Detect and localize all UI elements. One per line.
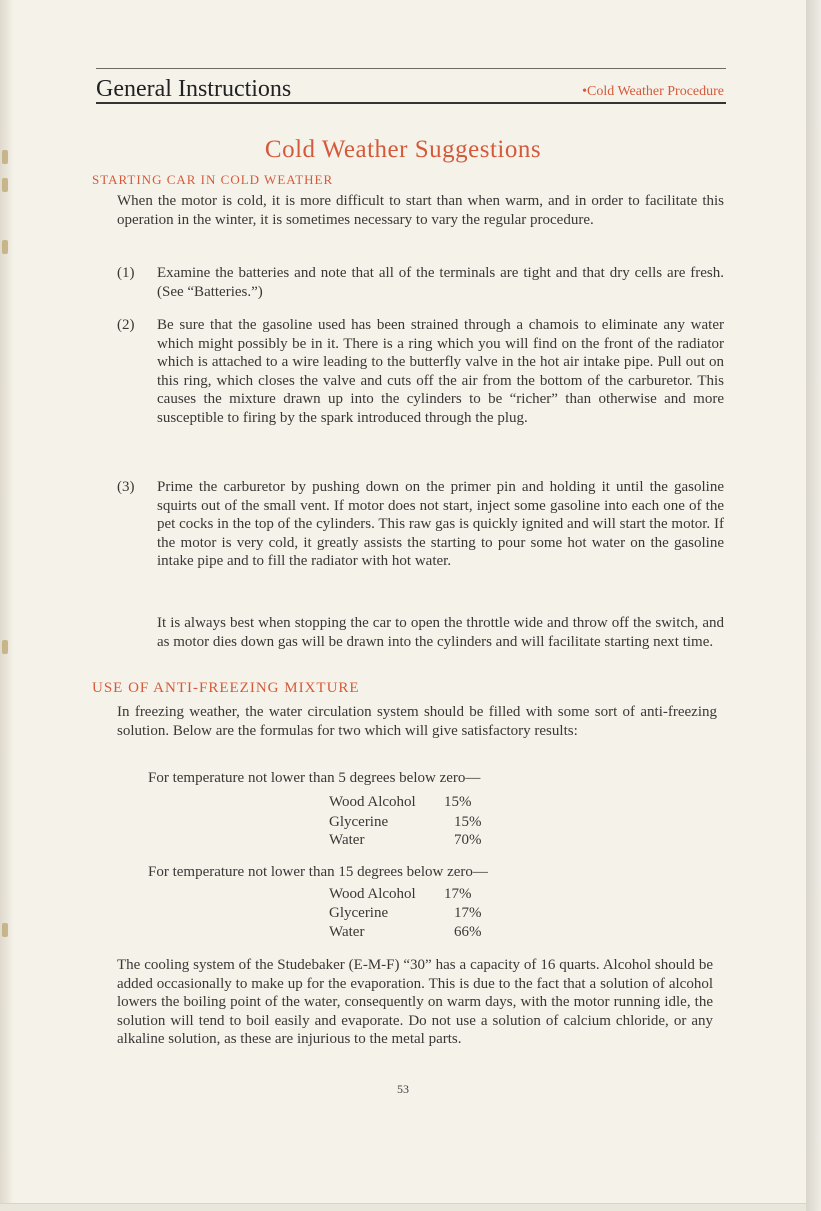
- list-item-text: Examine the batteries and note that all of the terminals are tight and that dry cells are fresh. (See “Batteries.”): [157, 265, 724, 300]
- starting-note: It is always best when stopping the car to open the throttle wide and throw off the switch, and as motor dies down gas will be drawn into the cylinders and will facilitate starting next time.: [157, 615, 724, 650]
- header-title: General Instructions: [96, 76, 292, 102]
- formula-condition: For temperature not lower than 5 degrees below zero—: [148, 770, 481, 786]
- list-item: [117, 316, 724, 466]
- formula-row: [329, 886, 472, 903]
- list-item-text: Be sure that the gasoline used has been strained through a chamois to eliminate any water which might possibly be in it. There is a ring which you will find on the front of the radiator which is attached to a wire leading to the butterfly valve in the hot air intake pipe. Pull out on this ring, which closes the valve and cuts off the air from the bottom of the carburetor. This causes the mixture drawn up into the cylinders to be “richer” than otherwise and more susceptible to firing by the spark introduced through the plug.: [157, 317, 724, 426]
- section-heading-antifreeze: USE OF ANTI-FREEZING MIXTURE: [92, 680, 360, 696]
- list-item-number: (1): [117, 265, 135, 281]
- binding-mark: [2, 240, 8, 254]
- running-header: [96, 76, 724, 104]
- ingredient-name: Water: [329, 832, 365, 848]
- header-rule-bottom: [96, 102, 726, 104]
- formula-row: [329, 924, 482, 941]
- ingredient-name: Water: [329, 924, 365, 940]
- header-rule-top: [96, 68, 726, 69]
- ingredient-percent: 17%: [454, 905, 482, 921]
- ingredient-percent: 15%: [444, 794, 472, 810]
- ingredient-percent: 17%: [444, 886, 472, 902]
- formula-row: [329, 905, 482, 922]
- ingredient-name: Glycerine: [329, 905, 389, 921]
- formula-row: [329, 814, 482, 831]
- antifreeze-closing: The cooling system of the Studebaker (E-M-F) “30” has a capacity of 16 quarts. Alcohol should be added occasionally to make up for the evaporation. This is due to the fact that a solution of alcohol lowers the boiling point of the water, consequently on warm days, with the motor running idle, the solution will tend to boil easily and evaporate. Do not use a solution of calcium chloride, or any alkaline solution, as these are injurious to the metal parts.: [117, 957, 713, 1048]
- formula-condition: For temperature not lower than 15 degrees below zero—: [148, 864, 488, 880]
- list-item: [117, 264, 724, 304]
- formula-row: [329, 794, 472, 811]
- ingredient-percent: 70%: [454, 832, 482, 848]
- section-heading-starting: STARTING CAR IN COLD WEATHER: [92, 172, 334, 187]
- list-item-number: (3): [117, 479, 135, 495]
- page-number: 53: [397, 1082, 409, 1096]
- binding-mark: [2, 640, 8, 654]
- formula-row: [329, 832, 482, 849]
- list-item: [117, 478, 724, 594]
- binding-mark: [2, 178, 8, 192]
- page-title: Cold Weather Suggestions: [264, 136, 542, 163]
- list-item-number: (2): [117, 317, 135, 333]
- ingredient-name: Wood Alcohol: [329, 886, 416, 902]
- binding-mark: [2, 923, 8, 937]
- ingredient-percent: 66%: [454, 924, 482, 940]
- antifreeze-intro: In freezing weather, the water circulation system should be filled with some sort of anti-freezing solution. Below are the formulas for two which will give satisfactory results:: [117, 704, 717, 739]
- header-section-label: •Cold Weather Procedure: [582, 84, 724, 99]
- ingredient-percent: 15%: [454, 814, 482, 830]
- page-edge-shadow: [806, 0, 821, 1211]
- starting-intro: When the motor is cold, it is more difficult to start than when warm, and in order to facilitate this operation in the winter, it is sometimes necessary to vary the regular procedure.: [117, 193, 724, 228]
- ingredient-name: Glycerine: [329, 814, 389, 830]
- list-item-text: Prime the carburetor by pushing down on the primer pin and holding it until the gasoline squirts out of the small vent. If motor does not start, inject some gasoline into each one of the pet cocks in the top of the cylinders. This raw gas is quickly ignited and will start the motor. If the motor is very cold, it greatly assists the starting to pour some hot water on the gasoline intake pipe and to fill the radiator with hot water.: [157, 479, 724, 570]
- ingredient-name: Wood Alcohol: [329, 794, 416, 810]
